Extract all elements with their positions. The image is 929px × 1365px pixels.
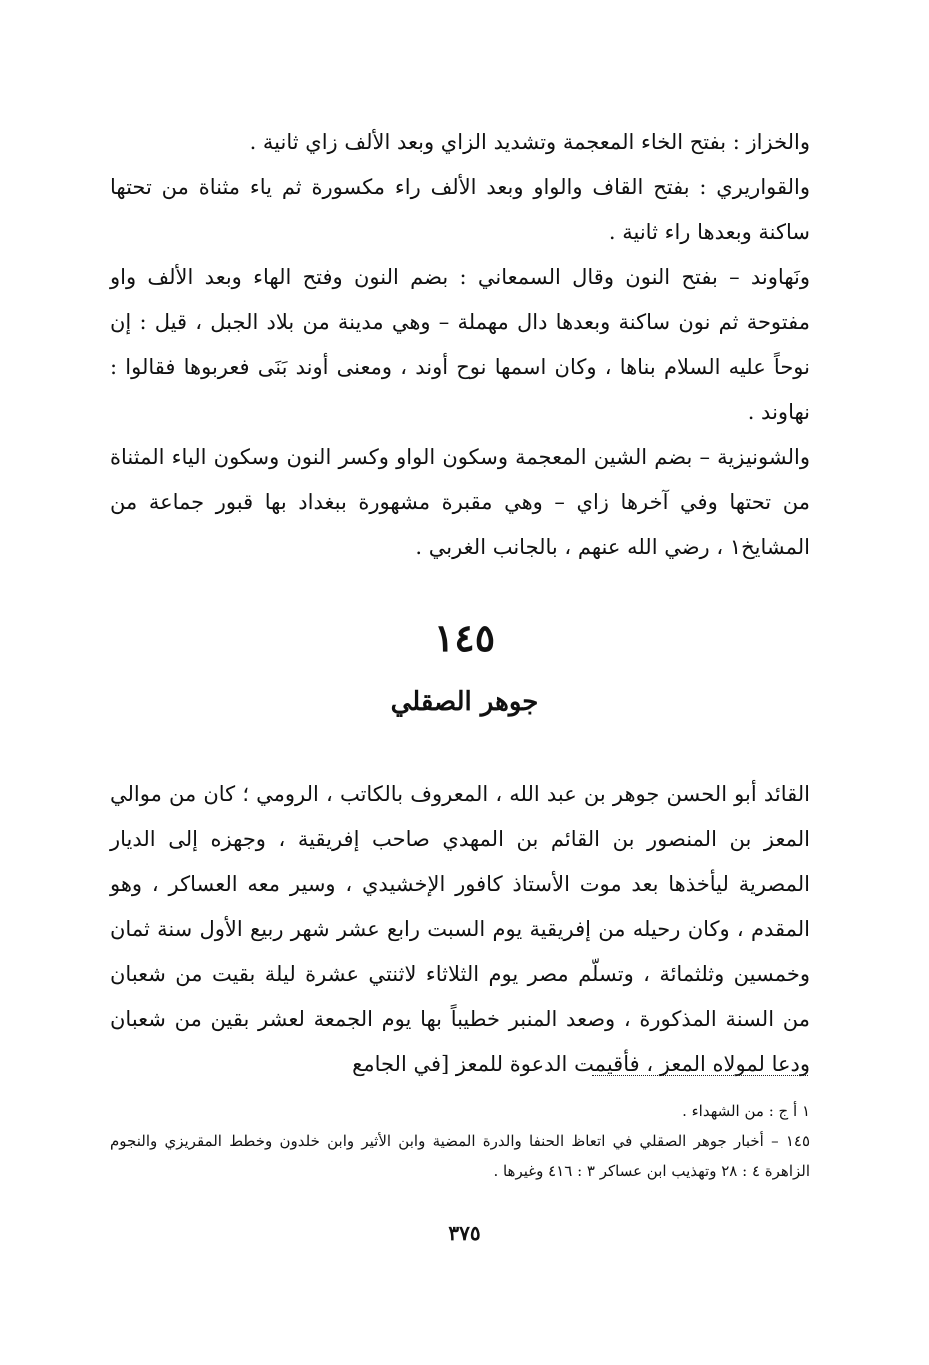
previous-entry-text <box>110 120 810 570</box>
paragraph-nahawand: ونَهاوند – بفتح النون وقال السمعاني : بضم النون وفتح الهاء وبعد الألف واو مفتوحة ثم نون ساكنة وبعدها دال مهملة – وهي مدينة من بلاد الجبل ، قيل : إن نوحاً عليه السلام بناها ، وكان اسمها نوح أوند ، ومعنى أوند بَنَى فعربوها فقالوا : نهاوند . <box>110 265 810 424</box>
entry-number: ١٤٥ <box>433 615 496 660</box>
paragraph-jawhar: القائد أبو الحسن جوهر بن عبد الله ، المعروف بالكاتب ، الرومي ؛ كان من موالي المعز بن المنصور بن القائم بن المهدي صاحب إفريقية ، وجهزه إلى الديار المصرية ليأخذها بعد موت الأستاذ كافور الإخشيدي ، وسير معه العساكر ، وهو المقدم ، وكان رحيله من إفريقية يوم السبت رابع عشر شهر ربيع الأول سنة ثمان وخمسين وثلثمائة ، وتسلّم مصر يوم الثلاثاء لاثنتي عشرة ليلة بقيت من شعبان من السنة المذكورة ، وصعد المنبر خطيباً بها يوم الجمعة لعشر بقين من شعبان ودعا لمولاه المعز ، فأقيمت الدعوة للمعز [في الجامع <box>110 782 810 1076</box>
footnote-145: ١٤٥ – أخبار جوهر الصقلي في اتعاظ الحنفا والدرة المضية وابن الأثير وابن خلدون وخطط المقريزي والنجوم الزاهرة ٤ : ٢٨ وتهذيب ابن عساكر ٣ : ٤١٦ وغيرها . <box>110 1132 810 1180</box>
footnote-divider <box>592 1075 808 1076</box>
footnote-1: ١ أ ج : من الشهداء . <box>682 1102 810 1120</box>
entry-title: جوهر الصقلي <box>390 687 539 717</box>
paragraph-khazzaz: والخزاز : بفتح الخاء المعجمة وتشديد الزاي وبعد الألف زاي ثانية . <box>249 130 810 154</box>
page-number: ٣٧٥ <box>448 1221 481 1245</box>
paragraph-qawariri: والقواريري : بفتح القاف والواو وبعد الألف راء مكسورة ثم ياء مثناة من تحتها ساكنة وبعدها راء ثانية . <box>110 175 810 244</box>
footnotes <box>110 1096 810 1186</box>
entry-body <box>110 772 810 1087</box>
paragraph-shuniziyya: والشونيزية – بضم الشين المعجمة وسكون الواو وكسر النون وسكون الياء المثناة من تحتها وفي آخرها زاي – وهي مقبرة مشهورة ببغداد بها قبور جماعة من المشايخ١ ، رضي الله عنهم ، بالجانب الغربي . <box>110 445 810 559</box>
